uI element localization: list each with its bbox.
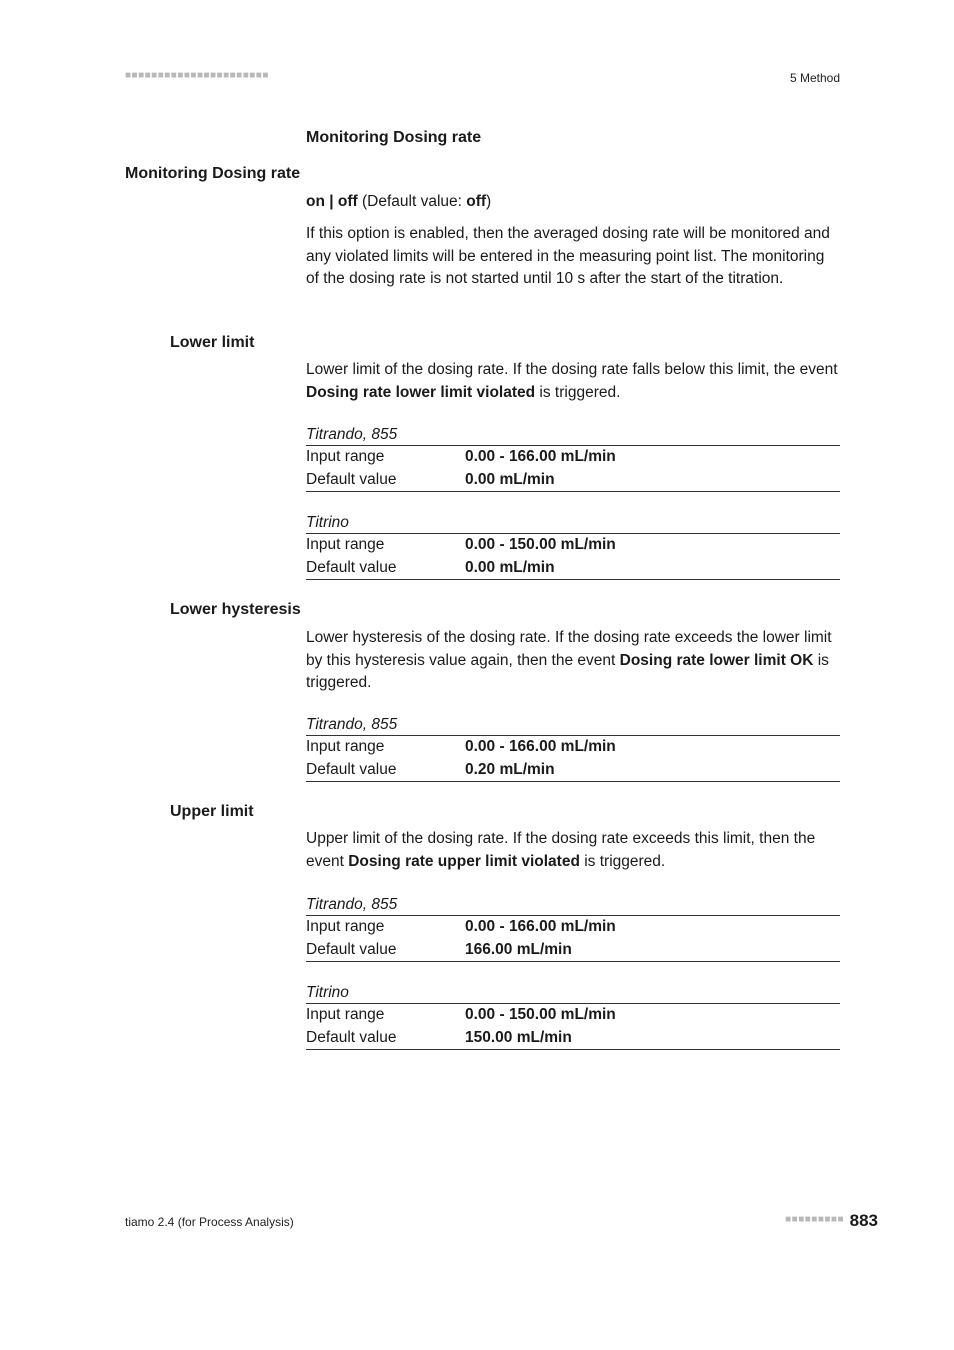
- upper-limit-table-titrando: [306, 894, 840, 962]
- row-key: Input range: [306, 1006, 385, 1023]
- upper-limit-table-titrino: [306, 982, 840, 1050]
- table-caption: Titrando, 855: [306, 714, 840, 736]
- lower-hysteresis-title: Lower hysteresis: [170, 601, 301, 618]
- table-row: [306, 916, 840, 939]
- row-key: Default value: [306, 470, 397, 488]
- header-decoration: ■■■■■■■■■■■■■■■■■■■■■■: [125, 70, 269, 81]
- section-title: Monitoring Dosing rate: [306, 129, 482, 146]
- options-line: [306, 191, 840, 214]
- table-row: [306, 534, 840, 557]
- row-key: Default value: [306, 1028, 397, 1046]
- event-name: Dosing rate lower limit violated: [306, 383, 536, 401]
- footer-product: tiamo 2.4 (for Process Analysis): [125, 1215, 294, 1229]
- row-key: Input range: [306, 448, 385, 465]
- lower-limit-desc: [306, 359, 840, 404]
- row-value: 0.00 - 166.00 mL/min: [465, 918, 616, 935]
- event-name: Dosing rate lower limit OK: [619, 651, 814, 669]
- table-row: [306, 557, 840, 581]
- event-name: Dosing rate upper limit violated: [348, 852, 580, 870]
- desc-text: is triggered.: [535, 383, 621, 401]
- chapter-label: 5 Method: [789, 71, 840, 85]
- table-row: [306, 446, 840, 469]
- page-number: 883: [849, 1211, 878, 1230]
- intro-paragraph: [306, 223, 840, 291]
- row-value: 0.20 mL/min: [465, 760, 555, 778]
- row-value: 0.00 mL/min: [465, 470, 555, 488]
- row-value: 0.00 mL/min: [465, 558, 555, 576]
- default-suffix: ): [486, 193, 492, 210]
- table-caption: Titrino: [306, 512, 840, 534]
- table-caption: Titrando, 855: [306, 894, 840, 916]
- lower-limit-title: Lower limit: [170, 334, 255, 351]
- row-value: 150.00 mL/min: [465, 1028, 572, 1046]
- row-value: 0.00 - 166.00 mL/min: [465, 448, 616, 465]
- row-value: 0.00 - 166.00 mL/min: [465, 738, 616, 755]
- upper-limit-desc: [306, 828, 840, 873]
- table-row: [306, 759, 840, 783]
- table-row: [306, 939, 840, 963]
- default-prefix: (Default value:: [357, 193, 467, 210]
- desc-text: Lower hysteresis of the dosing rate. If the dosing rate exceeds the lower limit by this hysteresis value again, then the event: [306, 629, 832, 669]
- lower-limit-table-titrando: [306, 424, 840, 492]
- desc-text: Upper limit of the dosing rate. If the dosing rate exceeds this limit, then the event: [306, 830, 816, 870]
- table-caption: Titrando, 855: [306, 424, 840, 446]
- row-key: Input range: [306, 738, 385, 755]
- row-value: 0.00 - 150.00 mL/min: [465, 1006, 616, 1023]
- row-key: Input range: [306, 918, 385, 935]
- desc-text: Lower limit of the dosing rate. If the dosing rate falls below this limit, the event: [306, 361, 838, 378]
- row-value: 166.00 mL/min: [465, 940, 572, 958]
- desc-text: is triggered.: [306, 651, 829, 691]
- row-key: Input range: [306, 536, 385, 553]
- row-key: Default value: [306, 760, 397, 778]
- row-key: Default value: [306, 558, 397, 576]
- table-row: [306, 1004, 840, 1027]
- row-key: Default value: [306, 940, 397, 958]
- upper-limit-title: Upper limit: [170, 803, 254, 820]
- desc-text: is triggered.: [579, 852, 666, 870]
- lower-hysteresis-desc: [306, 627, 840, 695]
- table-row: [306, 1027, 840, 1051]
- table-caption: Titrino: [306, 982, 840, 1004]
- intro-text: If this option is enabled, then the averaged dosing rate will be monitored and any violated limits will be entered in the measuring point list. The monitoring of the dosing rate is not started until 10 s after the start of the titration.: [306, 225, 830, 287]
- table-row: [306, 736, 840, 759]
- lower-limit-table-titrino: [306, 512, 840, 580]
- lower-hysteresis-table-titrando: [306, 714, 840, 782]
- on-off-options: on | off: [306, 193, 358, 210]
- table-row: [306, 469, 840, 493]
- parameter-title: Monitoring Dosing rate: [125, 165, 301, 182]
- row-value: 0.00 - 150.00 mL/min: [465, 536, 616, 553]
- footer-decoration: ■■■■■■■■■: [785, 1214, 844, 1225]
- default-value: off: [466, 193, 487, 210]
